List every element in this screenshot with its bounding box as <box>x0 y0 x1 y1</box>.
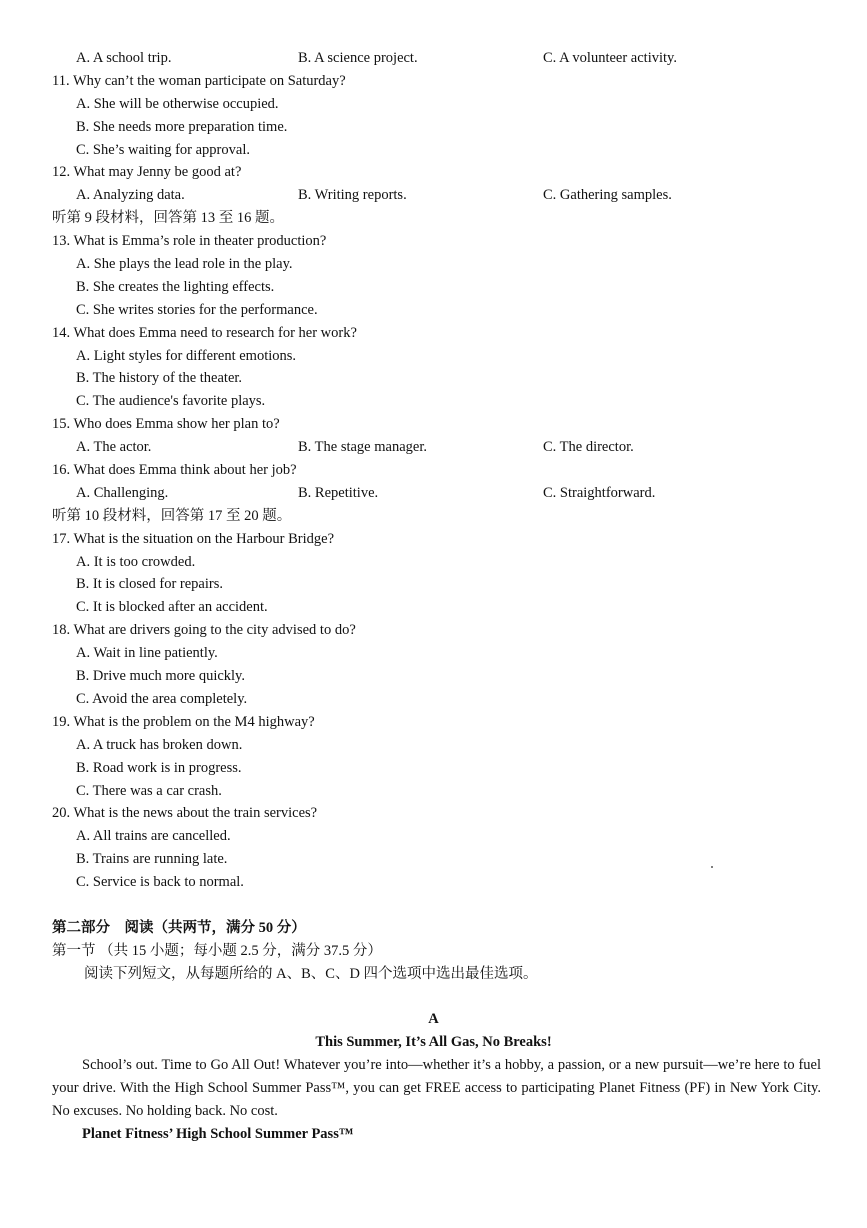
q13-option-a: A. She plays the lead role in the play. <box>76 256 293 273</box>
q12-option-c: C. Gathering samples. <box>543 187 672 204</box>
q20-option-a: A. All trains are cancelled. <box>76 828 231 845</box>
q11-stem: 11. Why can’t the woman participate on Saturday? <box>52 72 346 89</box>
spacer <box>0 894 867 917</box>
q13-stem: 13. What is Emma’s role in theater production? <box>52 233 327 250</box>
passage-label: A <box>428 1011 439 1028</box>
q11-option-b: B. She needs more preparation time. <box>76 118 288 135</box>
q19-option-a: A. A truck has broken down. <box>76 736 243 753</box>
scan-speck <box>711 866 713 868</box>
q17-stem: 17. What is the situation on the Harbour Bridge? <box>52 530 335 547</box>
section-one-heading: 第一节 （共 15 小题；每小题 2.5 分，满分 37.5 分） <box>52 942 382 959</box>
q14-option-a: A. Light styles for different emotions. <box>76 347 297 364</box>
q16-option-a: A. Challenging. <box>76 484 169 501</box>
q10-option-a: A. A school trip. <box>76 50 172 66</box>
q17-option-a: A. It is too crowded. <box>76 553 196 570</box>
q10-option-c: C. A volunteer activity. <box>543 50 677 66</box>
q16-stem: 16. What does Emma think about her job? <box>52 462 297 479</box>
q19-stem: 19. What is the problem on the M4 highway? <box>52 713 315 730</box>
q15-options <box>0 436 867 459</box>
q20-stem: 20. What is the news about the train services? <box>52 805 318 822</box>
q17-option-b: B. It is closed for repairs. <box>76 576 223 593</box>
q12-options <box>0 184 867 207</box>
section-9-instruction: 听第 9 段材料，回答第 13 至 16 题。 <box>52 210 284 227</box>
q11-option-c: C. She’s waiting for approval. <box>76 141 250 158</box>
passage-paragraph: School’s out. Time to Go All Out! Whatever you’re into—whether it’s a hobby, a passion, or a new pursuit—we’re here to fuel your drive. With the High School Summer Pass™, you can get FREE access to participating Planet Fitness (PF) in New York City. No excuses. No holding back. No cost. <box>52 1057 821 1119</box>
exam-page <box>0 47 867 1146</box>
q12-stem: 12. What may Jenny be good at? <box>52 164 242 181</box>
q17-option-c: C. It is blocked after an accident. <box>76 599 268 616</box>
q13-option-b: B. She creates the lighting effects. <box>76 278 275 295</box>
q19-option-c: C. There was a car crash. <box>76 782 222 799</box>
q10-option-b: B. A science project. <box>298 50 418 66</box>
part-two-heading: 第二部分 阅读（共两节，满分 50 分） <box>52 919 306 936</box>
q12-option-a: A. Analyzing data. <box>76 187 185 204</box>
q13-option-c: C. She writes stories for the performance. <box>76 301 318 318</box>
q11-option-a: A. She will be otherwise occupied. <box>76 95 279 112</box>
q12-option-b: B. Writing reports. <box>298 187 407 204</box>
q18-option-b: B. Drive much more quickly. <box>76 668 245 685</box>
q20-option-b: B. Trains are running late. <box>76 851 228 868</box>
q14-stem: 14. What does Emma need to research for her work? <box>52 324 357 341</box>
q16-option-c: C. Straightforward. <box>543 484 656 501</box>
q20-option-c: C. Service is back to normal. <box>76 874 244 891</box>
passage-title: This Summer, It’s All Gas, No Breaks! <box>315 1034 552 1051</box>
spacer <box>0 986 867 1009</box>
q15-stem: 15. Who does Emma show her plan to? <box>52 416 280 433</box>
section-10-instruction: 听第 10 段材料，回答第 17 至 20 题。 <box>52 507 292 524</box>
q15-option-a: A. The actor. <box>76 439 152 456</box>
q18-stem: 18. What are drivers going to the city advised to do? <box>52 622 356 639</box>
q16-options <box>0 482 867 505</box>
passage-subtitle: Planet Fitness’ High School Summer Pass™ <box>82 1125 354 1142</box>
q16-option-b: B. Repetitive. <box>298 484 379 501</box>
q15-option-c: C. The director. <box>543 439 634 456</box>
q10-options <box>0 47 867 70</box>
reading-instruction: 阅读下列短文，从每题所给的 A、B、C、D 四个选项中选出最佳选项。 <box>84 965 538 982</box>
q15-option-b: B. The stage manager. <box>298 439 427 456</box>
q14-option-c: C. The audience's favorite plays. <box>76 393 266 410</box>
q18-option-c: C. Avoid the area completely. <box>76 690 248 707</box>
q14-option-b: B. The history of the theater. <box>76 370 243 387</box>
q18-option-a: A. Wait in line patiently. <box>76 645 218 662</box>
q19-option-b: B. Road work is in progress. <box>76 759 242 776</box>
